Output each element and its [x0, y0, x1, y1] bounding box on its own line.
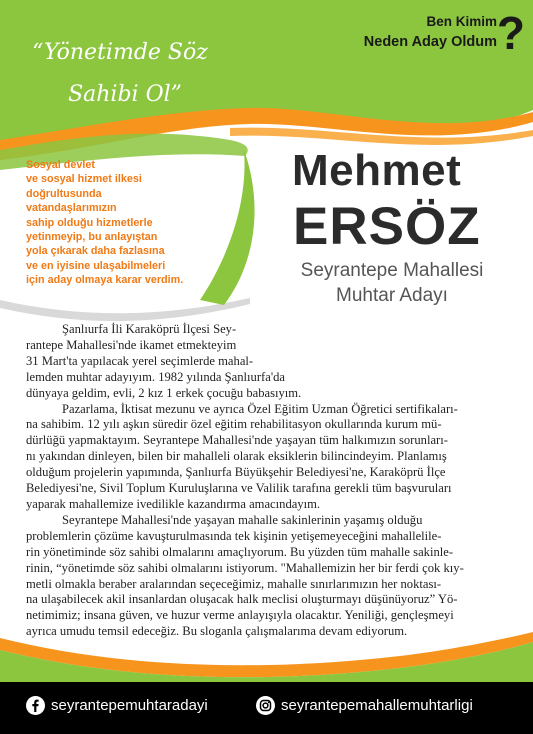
- social-footer: [0, 682, 533, 734]
- body-line: rinin, “yönetimde söz sahibi olmalarını istiyorum. "Mahallemizin her bir ferdi çok kıy-: [26, 560, 464, 575]
- body-line: Seyrantepe Mahallesi'nde yaşayan mahalle sakinlerinin yaşamış olduğu: [62, 512, 423, 527]
- header-question: [364, 14, 497, 50]
- intro-line: Sosyal devlet: [26, 159, 96, 171]
- body-line: na ulaşabilecek akil insanlardan oluşacak halk meclisi oluşturmayı düşünüyoruz” Yö-: [26, 592, 458, 607]
- facebook-icon: [26, 696, 45, 715]
- intro-line: vatandaşlarımızın: [26, 202, 117, 215]
- intro-line: yetinmeyip, bu anlayıştan: [26, 231, 158, 244]
- body-line: nı yakından dinleyen, bilen bir mahalleli olarak eksiklerin bilincindeyim. Planlamış: [26, 449, 447, 464]
- body-line: dürlüğü yapmaktayım. Seyrantepe Mahallesi'nde yaşayan tüm halkımızın sorunları-: [26, 433, 448, 448]
- facebook-handle: seyrantepemuhtaradayi: [51, 697, 208, 714]
- body-line: lemden muhtar adayıyım. 1982 yılında Şanlıurfa'da: [26, 369, 285, 384]
- instagram-handle: seyrantepemahallemuhtarligi: [281, 697, 473, 714]
- slogan-line-2: Sahibi Ol”: [68, 82, 182, 107]
- instagram-link[interactable]: [256, 696, 473, 715]
- candidate-role: [262, 258, 522, 308]
- intro-line: ve sosyal hizmet ilkesi: [26, 173, 142, 186]
- intro-line: sahip olduğu hizmetlerle: [26, 216, 153, 229]
- intro-line: ve en iyisine ulaşabilmeleri: [26, 259, 166, 272]
- facebook-link[interactable]: [26, 696, 208, 715]
- intro-statement: [26, 158, 216, 288]
- body-line: netimimiz; insana güven, ve huzur verme anlayışıyla olacaktır. Yeniliği, gençleşmeyi: [26, 608, 454, 623]
- role-line-2: Muhtar Adayı: [336, 285, 448, 306]
- intro-line: için aday olmaya karar verdim.: [26, 274, 184, 287]
- body-line: Belediyesi'ne, Sivil Toplum Kuruluşlarına ve Valilik tarafına gerekli tüm başvuruları: [26, 481, 452, 496]
- body-line: Pazarlama, İktisat mezunu ve ayrıca Özel Eğitim Uzman Öğretici sertifikaları-: [62, 401, 458, 416]
- body-line: dünyaya geldim, evli, 2 kız 1 erkek çocuğu babasıyım.: [26, 385, 302, 400]
- body-line: rantepe Mahallesi'nde ikamet etmekteyim: [26, 337, 237, 352]
- intro-line: doğrultusunda: [26, 187, 102, 200]
- body-line: problemlerin çözüme kavuşturulmasında tek kişinin yetişemeyeceğini mahallelile-: [26, 528, 442, 543]
- question-mark-icon: ?: [496, 7, 525, 59]
- biography-text: [26, 322, 514, 640]
- body-line: yaparak mahallemize ivedilikle kazandırma amacındayım.: [26, 496, 321, 511]
- body-line: Şanlıurfa İli Karaköprü İlçesi Sey-: [62, 322, 237, 336]
- body-line: ayrıca umudu temsil edeceğiz. Bu sloganla çalışmalarıma devam ediyorum.: [26, 624, 408, 639]
- instagram-icon: [256, 696, 275, 715]
- question-line-2: Neden Aday Oldum: [363, 34, 497, 50]
- question-line-1: Ben Kimim: [426, 14, 497, 29]
- body-line: olduğum projelerin yapımında, Şanlıurfa Büyükşehir Belediyesi'ne, Karaköprü İlçe: [26, 465, 446, 480]
- candidate-last-name: ERSÖZ: [293, 197, 481, 256]
- candidate-first-name: Mehmet: [292, 146, 462, 195]
- role-line-1: Seyrantepe Mahallesi: [300, 260, 484, 281]
- intro-line: yola çıkarak daha fazlasına: [26, 245, 165, 258]
- body-line: metli olmakla beraber aralarından seçeceğimiz, mahalle sınırlarımızın her noktası-: [26, 576, 442, 591]
- slogan: [30, 32, 210, 116]
- body-line: rin yönetiminde söz sahibi olmalarını amaçlıyorum. Bu yüzden tüm mahalle sakinle-: [26, 544, 454, 559]
- body-line: 31 Mart'ta yapılacak yerel seçimlerde mahal-: [26, 353, 254, 368]
- slogan-line-1: “Yönetimde Söz: [32, 40, 208, 65]
- body-line: na sahibim. 12 yılı aşkın süredir özel eğitim rehabilitasyon okullarında kurum mü-: [26, 417, 442, 432]
